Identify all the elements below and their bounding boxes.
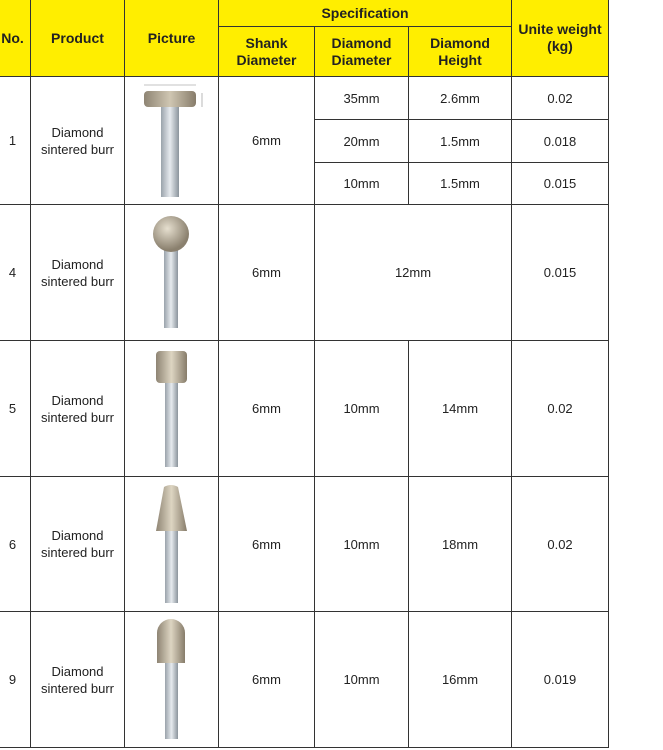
diamond-height: 14mm (409, 341, 512, 477)
product-name: Diamond sintered burr (31, 341, 125, 477)
cylinder-burr-icon (132, 349, 212, 469)
diamond-diameter: 10mm (315, 612, 409, 748)
diamond-height: 1.5mm (409, 120, 512, 163)
disc-burr-icon (132, 81, 212, 201)
row-number: 4 (0, 205, 31, 341)
diamond-diameter: 12mm (315, 205, 512, 341)
table-row (0, 77, 609, 120)
header-unite-weight: Unite weight (kg) (512, 0, 609, 77)
diamond-diameter: 10mm (315, 163, 409, 205)
diamond-height: 16mm (409, 612, 512, 748)
header-diamond-height: Diamond Height (409, 27, 512, 77)
diamond-height: 18mm (409, 477, 512, 612)
unit-weight: 0.02 (512, 477, 609, 612)
diamond-diameter: 10mm (315, 341, 409, 477)
unit-weight: 0.019 (512, 612, 609, 748)
product-name: Diamond sintered burr (31, 612, 125, 748)
product-name: Diamond sintered burr (31, 477, 125, 612)
header-no: No. (0, 0, 31, 77)
table-row (0, 612, 609, 748)
shank-diameter: 6mm (219, 77, 315, 205)
shank-diameter: 6mm (219, 477, 315, 612)
shank-diameter: 6mm (219, 341, 315, 477)
header-picture: Picture (125, 0, 219, 77)
table-row (0, 205, 609, 341)
unit-weight: 0.02 (512, 341, 609, 477)
cone-burr-icon (132, 483, 212, 605)
product-picture (125, 612, 219, 748)
product-picture (125, 77, 219, 205)
header-shank-diameter: Shank Diameter (219, 27, 315, 77)
diamond-height: 1.5mm (409, 163, 512, 205)
header-specification: Specification (219, 0, 512, 27)
unit-weight: 0.02 (512, 77, 609, 120)
header-diamond-diameter: Diamond Diameter (315, 27, 409, 77)
unit-weight: 0.018 (512, 120, 609, 163)
product-name: Diamond sintered burr (31, 205, 125, 341)
diamond-diameter: 20mm (315, 120, 409, 163)
row-number: 6 (0, 477, 31, 612)
row-number: 5 (0, 341, 31, 477)
product-picture (125, 341, 219, 477)
header-product: Product (31, 0, 125, 77)
unit-weight: 0.015 (512, 205, 609, 341)
ball-burr-icon (132, 214, 212, 332)
unit-weight: 0.015 (512, 163, 609, 205)
shank-diameter: 6mm (219, 205, 315, 341)
product-name: Diamond sintered burr (31, 77, 125, 205)
product-picture (125, 477, 219, 612)
diamond-height: 2.6mm (409, 77, 512, 120)
diamond-diameter: 10mm (315, 477, 409, 612)
product-picture (125, 205, 219, 341)
round-end-burr-icon (132, 619, 212, 741)
table-row (0, 341, 609, 477)
row-number: 1 (0, 77, 31, 205)
diamond-diameter: 35mm (315, 77, 409, 120)
row-number: 9 (0, 612, 31, 748)
table-row (0, 477, 609, 612)
shank-diameter: 6mm (219, 612, 315, 748)
